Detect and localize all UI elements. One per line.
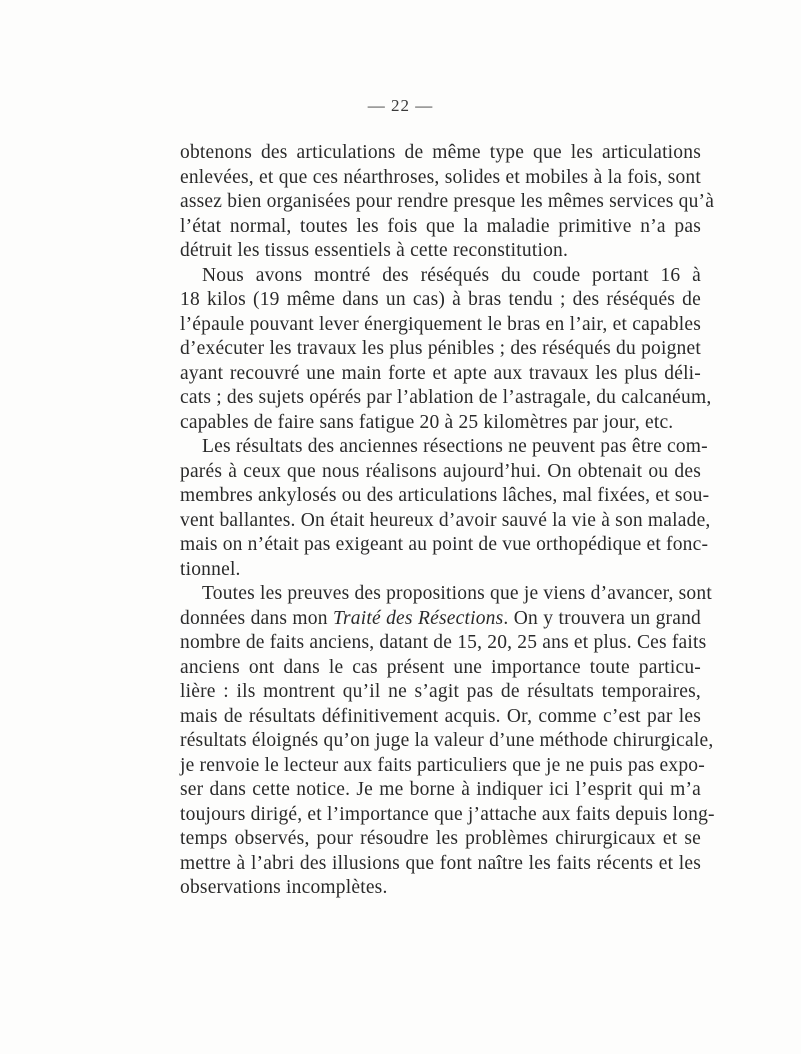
text-line: capables de faire sans fatigue 20 à 25 kilomètres par jour, etc.: [180, 411, 674, 433]
text-line: assez bien organisées pour rendre presque les mêmes services qu’à: [180, 191, 715, 212]
text-line: toujours dirigé, et l’importance que j’attache aux faits depuis long-: [180, 803, 715, 825]
text-line: anciens ont dans le cas présent une importance toute particu-: [180, 656, 701, 678]
text-segment: données dans mon: [180, 607, 334, 629]
text-line: nombre de faits anciens, datant de 15, 20, 25 ans et plus. Ces faits: [180, 632, 707, 653]
text-line: d’exécuter les travaux les plus pénibles ; des réséqués du poignet: [180, 338, 701, 359]
text-line: parés à ceux que nous réalisons aujourd’hui. On obtenait ou des: [180, 460, 701, 482]
text-line: temps observés, pour résoudre les problèmes chirurgicaux et se: [180, 828, 701, 849]
text-line: ser dans cette notice. Je me borne à indiquer ici l’esprit qui m’a: [180, 779, 701, 800]
text-line: détruit les tissus essentiels à cette reconstitution.: [180, 240, 569, 261]
text-line: 18 kilos (19 même dans un cas) à bras tendu ; des réséqués de: [180, 289, 701, 310]
text-line: l’épaule pouvant lever énergiquement le bras en l’air, et capables: [180, 313, 701, 335]
text-line: lière : ils montrent qu’il ne s’agit pas de résultats temporaires,: [180, 681, 701, 702]
text-line: [180, 607, 701, 632]
text-line: Nous avons montré des réséqués du coude portant 16 à: [202, 264, 701, 286]
text-line: mais de résultats définitivement acquis. Or, comme c’est par les: [180, 705, 701, 727]
text-line: ayant recouvré une main forte et apte aux travaux les plus déli-: [180, 362, 701, 384]
text-line: résultats éloignés qu’on juge la valeur d’une méthode chirurgicale,: [180, 730, 714, 751]
text-line: Les résultats des anciennes résections ne peuvent pas être com-: [202, 436, 708, 457]
text-line: je renvoie le lecteur aux faits particuliers que je ne puis pas expo-: [180, 754, 705, 776]
book-title: Traité des Résections: [333, 607, 504, 629]
text-line: membres ankylosés ou des articulations lâches, mal fixées, et sou-: [180, 485, 710, 506]
page-number: — 22 —: [367, 96, 434, 115]
text-line: cats ; des sujets opérés par l’ablation de l’astragale, du calcanéum,: [180, 387, 712, 408]
body-text: [180, 141, 715, 901]
text-line: l’état normal, toutes les fois que la maladie primitive n’a pas: [180, 215, 701, 237]
text-line: mettre à l’abri des illusions que font naître les faits récents et les: [180, 852, 701, 874]
text-line: mais on n’était pas exigeant au point de vue orthopédique et fonc-: [180, 534, 709, 555]
text-line: observations incomplètes.: [180, 877, 388, 898]
text-line: Toutes les preuves des propositions que je viens d’avancer, sont: [202, 583, 712, 604]
text-line: vent ballantes. On était heureux d’avoir sauvé la vie à son malade,: [180, 509, 711, 531]
text-line: enlevées, et que ces néarthroses, solides et mobiles à la fois, sont: [180, 166, 701, 188]
text-line: tionnel.: [180, 558, 241, 580]
text-segment: . On y trouvera un grand: [503, 607, 701, 629]
text-line: obtenons des articulations de même type que les articulations: [180, 142, 701, 163]
